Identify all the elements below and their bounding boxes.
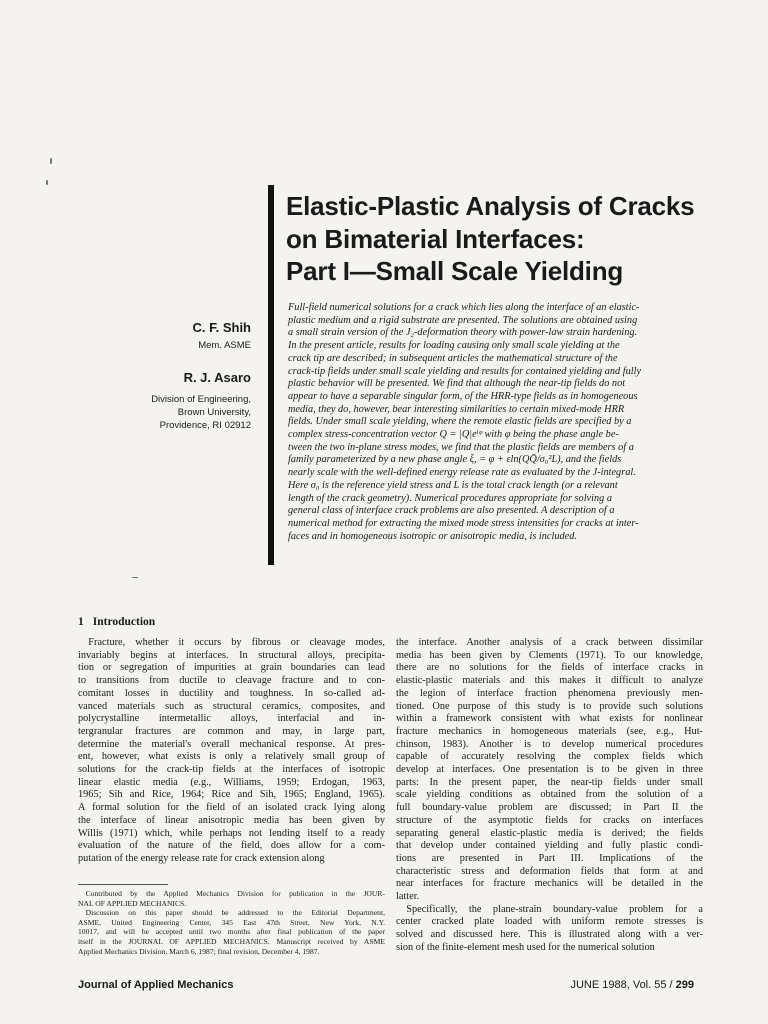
body-text-line: to transitions from ductile to cleavage fracture and to con- [78,675,385,687]
body-text-line: the legion of interface fraction phenomena previously men- [396,687,703,699]
abstract-line: complex stress-concentration vector Q = |Q|eⁱᵠ with φ being the phase angle be- [288,429,619,441]
author-affiliation: Providence, RI 02912 [159,420,251,431]
body-text-line: structure of the asymptotic fields for cracks on interfaces [396,814,703,826]
author-name: C. F. Shih [192,320,251,335]
body-text-line: solved and discussed here. This is illustrated along with a ver- [396,929,703,941]
body-text-line: develop at interfaces. One presentation is to be given in three [396,764,703,776]
abstract-line: Here σ₀ is the reference yield stress and L is the total crack length (or a relevant [288,479,618,491]
abstract-line: plastic behavior will be presented. We find that although the near-tip fields do not [288,378,626,390]
body-text-line: Willis (1971) which, while perhaps not lending itself to a ready [78,827,385,839]
page-number: 299 [675,979,694,991]
abstract-line: In the present article, results for loading causing only small scale yielding at the [288,340,620,352]
abstract-line: nearly scale with the well-defined energy release rate as evaluated by the J-integral. [288,467,636,479]
body-text-line: tergranular fractures are common and may, in large part, [78,725,385,737]
body-text-line: parts: In the present paper, the near-tip fields under small [396,776,703,788]
body-text-line: vanced materials such as structural ceramics, composites, and [78,700,385,712]
abstract-line: numerical method for extracting the mixed mode stress intensities for cracks at inter- [288,517,639,529]
body-column-right [396,637,703,955]
paper-title [286,190,746,288]
body-text-line: latter. [396,891,420,903]
body-text-line: near interfaces for fracture mechanics will be detailed in the [396,878,703,890]
abstract-line: a small strain version of the J₂-deformation theory with power-law strain hardening. [288,327,638,339]
body-text-line: tioned. One purpose of this study is to provide such solutions [396,700,703,712]
body-text-line: linear elastic media (e.g., Williams, 1959; Erdogan, 1963, [78,776,385,788]
body-text-line: the interface. Another analysis of a crack between dissimilar [396,637,703,648]
abstract-line: Full-field numerical solutions for a crack which lies along the interface of an elastic- [288,302,640,313]
body-text-line: determine the material's overall mechanical response. At pres- [78,738,385,750]
body-text-line: there are no solutions for the fields of interface cracks in [396,662,703,674]
footnote [78,889,385,956]
abstract-line: faces and in homogeneous isotropic or anisotropic media, is included. [288,530,577,542]
body-text-line: tions are presented in Part III. Implications of the [396,852,703,864]
author-affiliation: Brown University, [177,407,251,418]
abstract-line: general class of interface crack problems are also presented. A description of a [288,505,615,517]
body-text-line: center cracked plate loaded with uniform remote stresses is [396,916,703,928]
body-text-line: separating general elastic-plastic media is derived; the fields [396,827,703,839]
title-line: Elastic-Plastic Analysis of Cracks [286,191,695,221]
author-block-shih [193,320,252,352]
abstract-line: appear to have a separable singular form, of the HRR-type fields as in homogeneous [288,390,638,402]
body-text-line: solutions for the crack-tip fields at the interfaces of isotropic [78,764,385,776]
author-affiliation: Division of Engineering, [151,394,251,405]
title-line: on Bimaterial Interfaces: [286,223,585,254]
body-text-line: sion of the finite-element mesh used for the numerical solution [396,941,655,953]
abstract-line: family parameterized by a new phase angle ξ, = φ + εln(QQ̄/σ₀²L), and the fields [288,454,622,466]
section-title: Introduction [92,616,156,628]
section-number: 1 [78,616,84,628]
abstract-line: crack-tip fields under small scale yielding and results for contained yielding and fully [288,365,642,377]
body-text-line: the interface of linear anisotropic media has been given by [78,814,385,826]
issue-and-page [570,979,694,991]
body-text-line: Fracture, whether it occurs by fibrous or cleavage modes, [78,637,385,648]
scan-mark [46,180,48,185]
abstract-line: crack tip are described; in subsequent articles the mathematical structure of the [288,352,618,364]
author-name: R. J. Asaro [183,370,251,385]
body-text-line: Specifically, the plane-strain boundary-value problem for a [396,903,703,915]
scan-mark [50,158,52,164]
abstract-line: media, they do, however, bear interesting similarities to certain mixed-mode HRR [288,403,625,415]
abstract [288,302,700,543]
body-text-line: characteristic stress and deformation fields that form at and [396,865,703,877]
body-text-line: that develop under contained yielding and fully plastic condi- [396,840,703,852]
body-text-line: media has been given by Clements (1971). To our knowledge, [396,649,703,661]
body-text-line: A formal solution for the field of an isolated crack lying along [78,802,385,814]
body-text-line: evaluation of the nature of the field, does allow for a com- [78,840,385,852]
abstract-line: fields. Under small scale yielding, where the remote elastic fields are specified by a [288,416,632,428]
body-text-line: ent, however, what exists is only a relatively small group of [78,751,385,763]
journal-name: Journal of Applied Mechanics [78,979,234,991]
footnote-line: Applied Mechanics Division, March 6, 1987; final revision, December 4, 1987. [78,946,320,956]
author-block-asaro [151,370,251,432]
footnote-line: 10017, and will be accepted until two months after final publication of the paper [78,927,385,937]
body-text-line: capable of accurately resolving the complex fields which [396,751,703,763]
author-affiliation: Mem. ASME [198,340,251,351]
footnote-rule [78,884,168,885]
title-line: Part I—Small Scale Yielding [286,256,624,286]
issue-info: JUNE 1988, Vol. 55 / [570,979,676,991]
body-text-line: elastic-plastic materials and this makes it difficult to analyze [396,675,703,687]
footnote-line: NAL OF APPLIED MECHANICS. [78,898,187,908]
scan-mark [132,577,138,578]
body-text-line: comitant losses in ductility and toughness. In so-called ad- [78,687,385,699]
body-text-line: scale yielding conditions as obtained from the solution of a [396,789,703,801]
footnote-line: Contributed by the Applied Mechanics Division for publication in the JOUR- [78,889,385,898]
body-text-line: putation of the energy release rate for crack extension along [78,852,325,864]
footnote-line: ASME, United Engineering Center, 345 East 47th Street, New York, N.Y. [78,917,385,927]
abstract-line: tween the two in-plane stress modes, we find that the plastic fields are members of a [288,441,634,453]
body-column-left [78,637,385,866]
body-text-line: 1965; Sih and Rice, 1964; Rice and Sih, 1965; England, 1965). [78,789,385,801]
body-text-line: polycrystalline intermetallic alloys, interfacial and in- [78,713,385,725]
footnote-line: Discussion on this paper should be addressed to the Editorial Department, [78,908,385,918]
body-text-line: fracture mechanics in homogeneous materials (see, e.g., Hut- [396,725,703,737]
body-text-line: within a framework consistent with what exists for nonlinear [396,713,703,725]
footnote-line: itself in the JOURNAL OF APPLIED MECHANICS. Manuscript received by ASME [78,936,385,946]
body-text-line: tion or segregation of impurities at grain boundaries can lead [78,662,385,674]
body-text-line: invariably begins at interfaces. In structural alloys, precipita- [78,649,385,661]
body-text-line: full boundary-value problem are discussed; in Part II the [396,802,703,814]
body-text-line: chinson, 1983). Another is to develop numerical procedures [396,738,703,750]
title-rule [268,185,274,565]
abstract-line: plastic medium and a rigid substrate are presented. The solutions are obtained using [288,314,638,326]
section-heading [78,616,155,628]
abstract-line: length of the crack geometry). Numerical procedures appropriate for solving a [288,492,613,504]
